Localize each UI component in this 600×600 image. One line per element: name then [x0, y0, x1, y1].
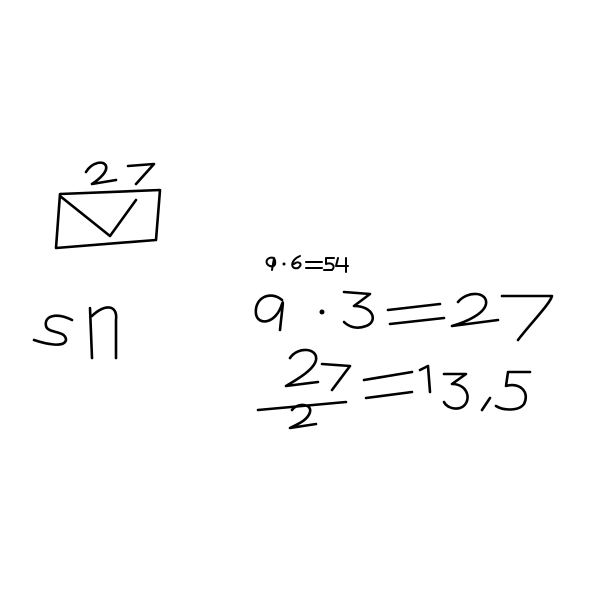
equals-line2	[364, 372, 412, 398]
letter-s-stroke	[34, 316, 72, 345]
envelope-flap	[60, 196, 136, 236]
envelope-icon	[56, 190, 160, 248]
digit-2-line1	[452, 294, 498, 326]
fraction-7-stroke	[322, 364, 350, 390]
small-5	[324, 258, 334, 270]
letter-n-stroke	[90, 307, 116, 358]
small-dot	[283, 263, 286, 266]
envelope-count-strokes	[86, 163, 154, 184]
digit-3-line2	[444, 374, 468, 409]
multiplication-dot	[320, 310, 325, 315]
small-6	[292, 256, 300, 268]
small-equals	[306, 262, 322, 268]
digit-7-stroke	[128, 164, 154, 184]
digit-1-line2	[420, 366, 430, 392]
small-9	[267, 258, 276, 270]
side-label-strokes	[34, 307, 116, 358]
digit-3-stroke	[344, 292, 373, 328]
digit-9-stroke	[256, 296, 283, 330]
digit-7-line1	[502, 296, 552, 340]
comma-stroke	[482, 398, 490, 410]
digit-2-stroke	[86, 163, 116, 184]
small-header-strokes	[267, 256, 348, 272]
envelope-outline	[56, 190, 160, 248]
denominator-2	[290, 405, 316, 428]
equation-line1-strokes	[256, 292, 552, 340]
equals-stroke	[388, 304, 444, 324]
fraction-2-stroke	[286, 350, 318, 386]
digit-5-line2	[496, 372, 530, 410]
small-4	[336, 258, 348, 272]
equation-line2-strokes	[258, 350, 530, 428]
